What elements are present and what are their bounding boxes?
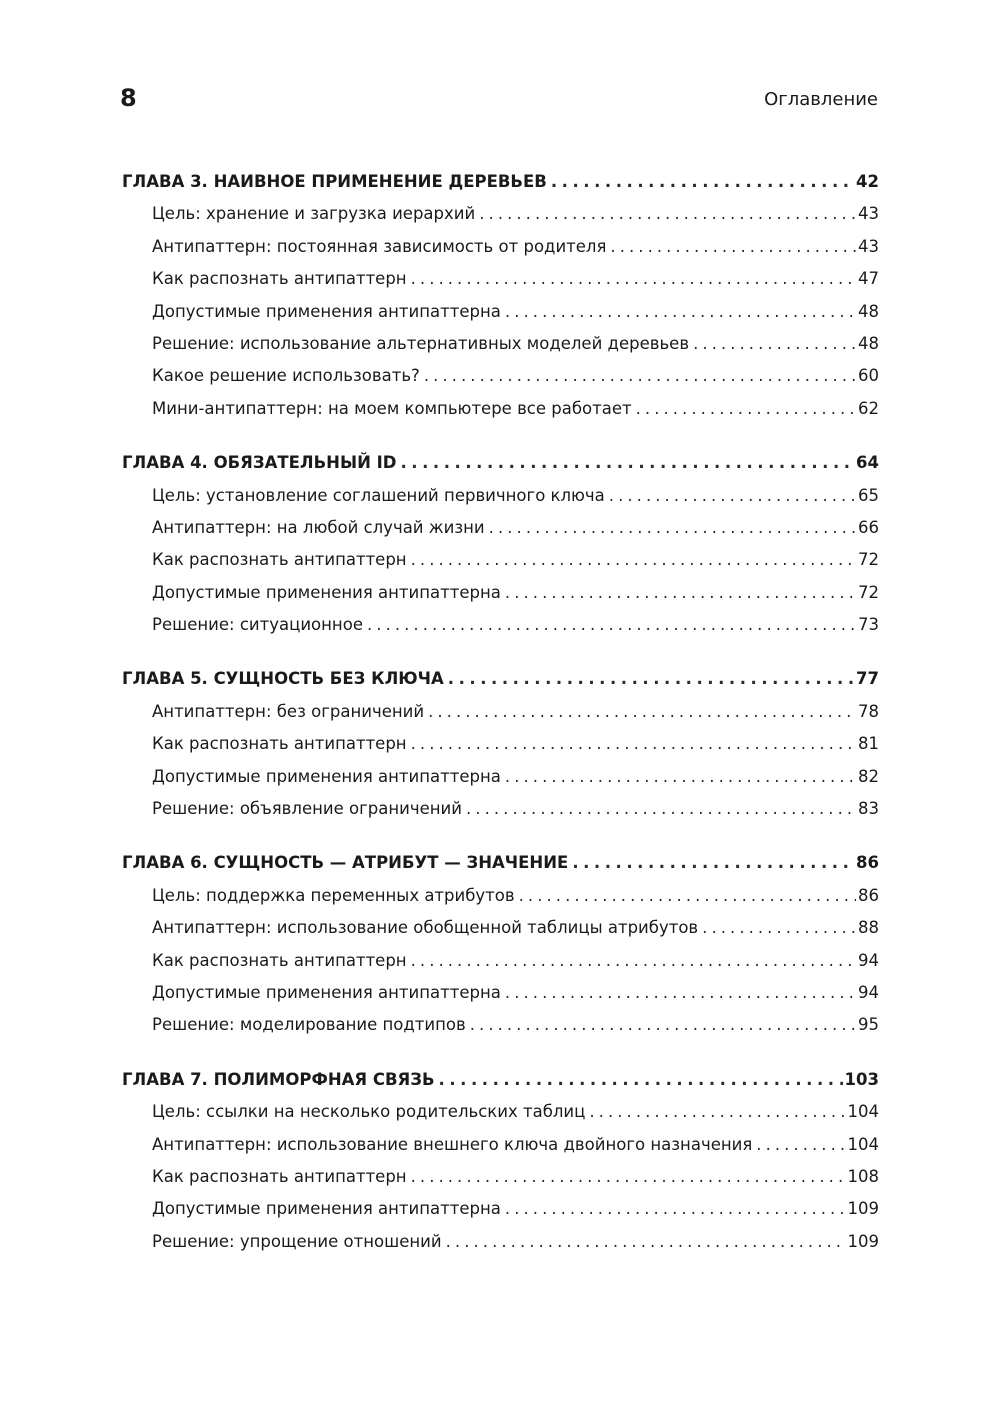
toc-entry-row[interactable] <box>122 1193 879 1225</box>
entry-page-number: 81 <box>858 734 879 754</box>
entry-title: Мини-антипаттерн: на моем компьютере все работает <box>152 398 632 418</box>
chapter-title: ГЛАВА 5. СУЩНОСТЬ БЕЗ КЛЮЧА <box>122 669 444 689</box>
toc-entry-row[interactable] <box>122 1161 879 1193</box>
entry-title: Решение: моделирование подтипов <box>152 1015 466 1035</box>
entry-title: Как распознать антипаттерн <box>152 734 407 754</box>
toc-entry-row[interactable] <box>122 328 879 360</box>
dot-leader <box>367 609 856 641</box>
dot-leader <box>610 231 856 263</box>
toc-entry-row[interactable] <box>122 793 879 825</box>
chapter-block <box>122 663 879 825</box>
dot-leader <box>466 793 856 825</box>
dot-leader <box>470 1009 856 1041</box>
entry-page-number: 48 <box>858 301 879 321</box>
entry-page-number: 72 <box>858 550 879 570</box>
dot-leader <box>439 1064 843 1096</box>
entry-title: Допустимые применения антипаттерна <box>152 766 501 786</box>
entry-title: Цель: ссылки на несколько родительских таблиц <box>152 1102 586 1122</box>
chapter-heading-row[interactable] <box>122 1064 879 1096</box>
dot-leader <box>505 1193 846 1225</box>
entry-title: Антипаттерн: использование обобщенной таблицы атрибутов <box>152 918 699 938</box>
toc-entry-row[interactable] <box>122 1096 879 1128</box>
toc-entry-row[interactable] <box>122 480 879 512</box>
dot-leader <box>489 512 856 544</box>
entry-page-number: 62 <box>858 398 879 418</box>
page-number: 8 <box>120 84 137 112</box>
dot-leader <box>411 728 856 760</box>
entry-page-number: 72 <box>858 582 879 602</box>
entry-page-number: 78 <box>858 701 879 721</box>
toc-entry-row[interactable] <box>122 728 879 760</box>
entry-title: Цель: хранение и загрузка иерархий <box>152 204 476 224</box>
entry-title: Решение: упрощение отношений <box>152 1231 442 1251</box>
entry-page-number: 66 <box>858 517 879 537</box>
chapter-title: ГЛАВА 6. СУЩНОСТЬ — АТРИБУТ — ЗНАЧЕНИЕ <box>122 853 569 873</box>
dot-leader <box>519 880 856 912</box>
entry-title: Решение: объявление ограничений <box>152 799 462 819</box>
chapter-page-number: 64 <box>856 453 879 473</box>
entry-title: Антипаттерн: на любой случай жизни <box>152 517 485 537</box>
entry-page-number: 109 <box>847 1231 879 1251</box>
entry-title: Как распознать антипаттерн <box>152 950 407 970</box>
toc-entry-row[interactable] <box>122 263 879 295</box>
dot-leader <box>505 977 856 1009</box>
entry-page-number: 73 <box>858 615 879 635</box>
dot-leader <box>479 198 856 230</box>
toc-entry-row[interactable] <box>122 198 879 230</box>
entry-title: Цель: установление соглашений первичного ключа <box>152 485 605 505</box>
dot-leader <box>756 1129 845 1161</box>
entry-page-number: 65 <box>858 485 879 505</box>
entry-title: Как распознать антипаттерн <box>152 269 407 289</box>
entry-page-number: 109 <box>847 1199 879 1219</box>
chapter-page-number: 86 <box>856 853 879 873</box>
dot-leader <box>448 663 854 695</box>
entry-page-number: 104 <box>847 1102 879 1122</box>
dot-leader <box>551 166 854 198</box>
entry-title: Цель: поддержка переменных атрибутов <box>152 885 515 905</box>
entry-page-number: 48 <box>858 333 879 353</box>
entry-title: Допустимые применения антипаттерна <box>152 1199 501 1219</box>
entry-title: Как распознать антипаттерн <box>152 550 407 570</box>
entry-page-number: 43 <box>858 236 879 256</box>
dot-leader <box>411 544 856 576</box>
toc-entry-row[interactable] <box>122 1129 879 1161</box>
entry-page-number: 95 <box>858 1015 879 1035</box>
dot-leader <box>424 360 856 392</box>
chapter-page-number: 103 <box>844 1069 879 1089</box>
dot-leader <box>609 480 856 512</box>
chapter-heading-row[interactable] <box>122 663 879 695</box>
dot-leader <box>505 577 856 609</box>
toc-entry-row[interactable] <box>122 360 879 392</box>
entry-title: Как распознать антипаттерн <box>152 1166 407 1186</box>
entry-title: Допустимые применения антипаттерна <box>152 301 501 321</box>
dot-leader <box>702 912 856 944</box>
running-title: Оглавление <box>764 89 878 110</box>
toc-entry-row[interactable] <box>122 609 879 641</box>
entry-page-number: 82 <box>858 766 879 786</box>
chapter-title: ГЛАВА 4. ОБЯЗАТЕЛЬНЫЙ ID <box>122 453 397 473</box>
entry-page-number: 104 <box>847 1134 879 1154</box>
toc-entry-row[interactable] <box>122 696 879 728</box>
dot-leader <box>428 696 856 728</box>
toc-entry-row[interactable] <box>122 1226 879 1258</box>
chapter-title: ГЛАВА 3. НАИВНОЕ ПРИМЕНЕНИЕ ДЕРЕВЬЕВ <box>122 172 547 191</box>
dot-leader <box>411 1161 846 1193</box>
toc-entry-row[interactable] <box>122 761 879 793</box>
entry-page-number: 47 <box>858 269 879 289</box>
dot-leader <box>589 1096 845 1128</box>
toc-entry-row[interactable] <box>122 544 879 576</box>
dot-leader <box>636 393 856 425</box>
toc-entry-row[interactable] <box>122 231 879 263</box>
entry-title: Антипаттерн: использование внешнего ключа двойного назначения <box>152 1134 753 1154</box>
entry-page-number: 43 <box>858 204 879 224</box>
entry-page-number: 108 <box>847 1166 879 1186</box>
toc-entry-row[interactable] <box>122 880 879 912</box>
chapter-heading-row[interactable] <box>122 166 879 198</box>
entry-page-number: 83 <box>858 799 879 819</box>
chapter-block <box>122 847 879 1041</box>
toc-entry-row[interactable] <box>122 945 879 977</box>
entry-title: Антипаттерн: постоянная зависимость от родителя <box>152 236 607 256</box>
entry-title: Допустимые применения антипаттерна <box>152 982 501 1002</box>
chapter-page-number: 77 <box>856 669 879 689</box>
toc-entry-row[interactable] <box>122 1009 879 1041</box>
chapter-block <box>122 166 879 425</box>
entry-page-number: 60 <box>858 366 879 386</box>
dot-leader <box>505 761 856 793</box>
chapter-heading-row[interactable] <box>122 447 879 479</box>
chapter-block <box>122 1064 879 1258</box>
chapter-page-number: 42 <box>856 172 879 191</box>
entry-title: Допустимые применения антипаттерна <box>152 582 501 602</box>
dot-leader <box>446 1226 846 1258</box>
dot-leader <box>411 945 856 977</box>
dot-leader <box>693 328 856 360</box>
entry-title: Какое решение использовать? <box>152 366 420 386</box>
entry-page-number: 86 <box>858 885 879 905</box>
entry-page-number: 94 <box>858 982 879 1002</box>
toc-entry-row[interactable] <box>122 296 879 328</box>
dot-leader <box>505 296 856 328</box>
toc-entry-row[interactable] <box>122 577 879 609</box>
entry-title: Решение: использование альтернативных моделей деревьев <box>152 333 690 353</box>
dot-leader <box>572 847 854 879</box>
chapter-heading-row[interactable] <box>122 847 879 879</box>
entry-title: Решение: ситуационное <box>152 615 363 635</box>
toc-entry-row[interactable] <box>122 912 879 944</box>
chapter-title: ГЛАВА 7. ПОЛИМОРФНАЯ СВЯЗЬ <box>122 1069 435 1089</box>
dot-leader <box>411 263 856 295</box>
chapter-block <box>122 447 879 641</box>
toc-entry-row[interactable] <box>122 393 879 425</box>
entry-page-number: 94 <box>858 950 879 970</box>
toc-entry-row[interactable] <box>122 512 879 544</box>
table-of-contents <box>122 166 879 1280</box>
entry-title: Антипаттерн: без ограничений <box>152 701 425 721</box>
entry-page-number: 88 <box>858 918 879 938</box>
toc-entry-row[interactable] <box>122 977 879 1009</box>
dot-leader <box>400 447 854 479</box>
